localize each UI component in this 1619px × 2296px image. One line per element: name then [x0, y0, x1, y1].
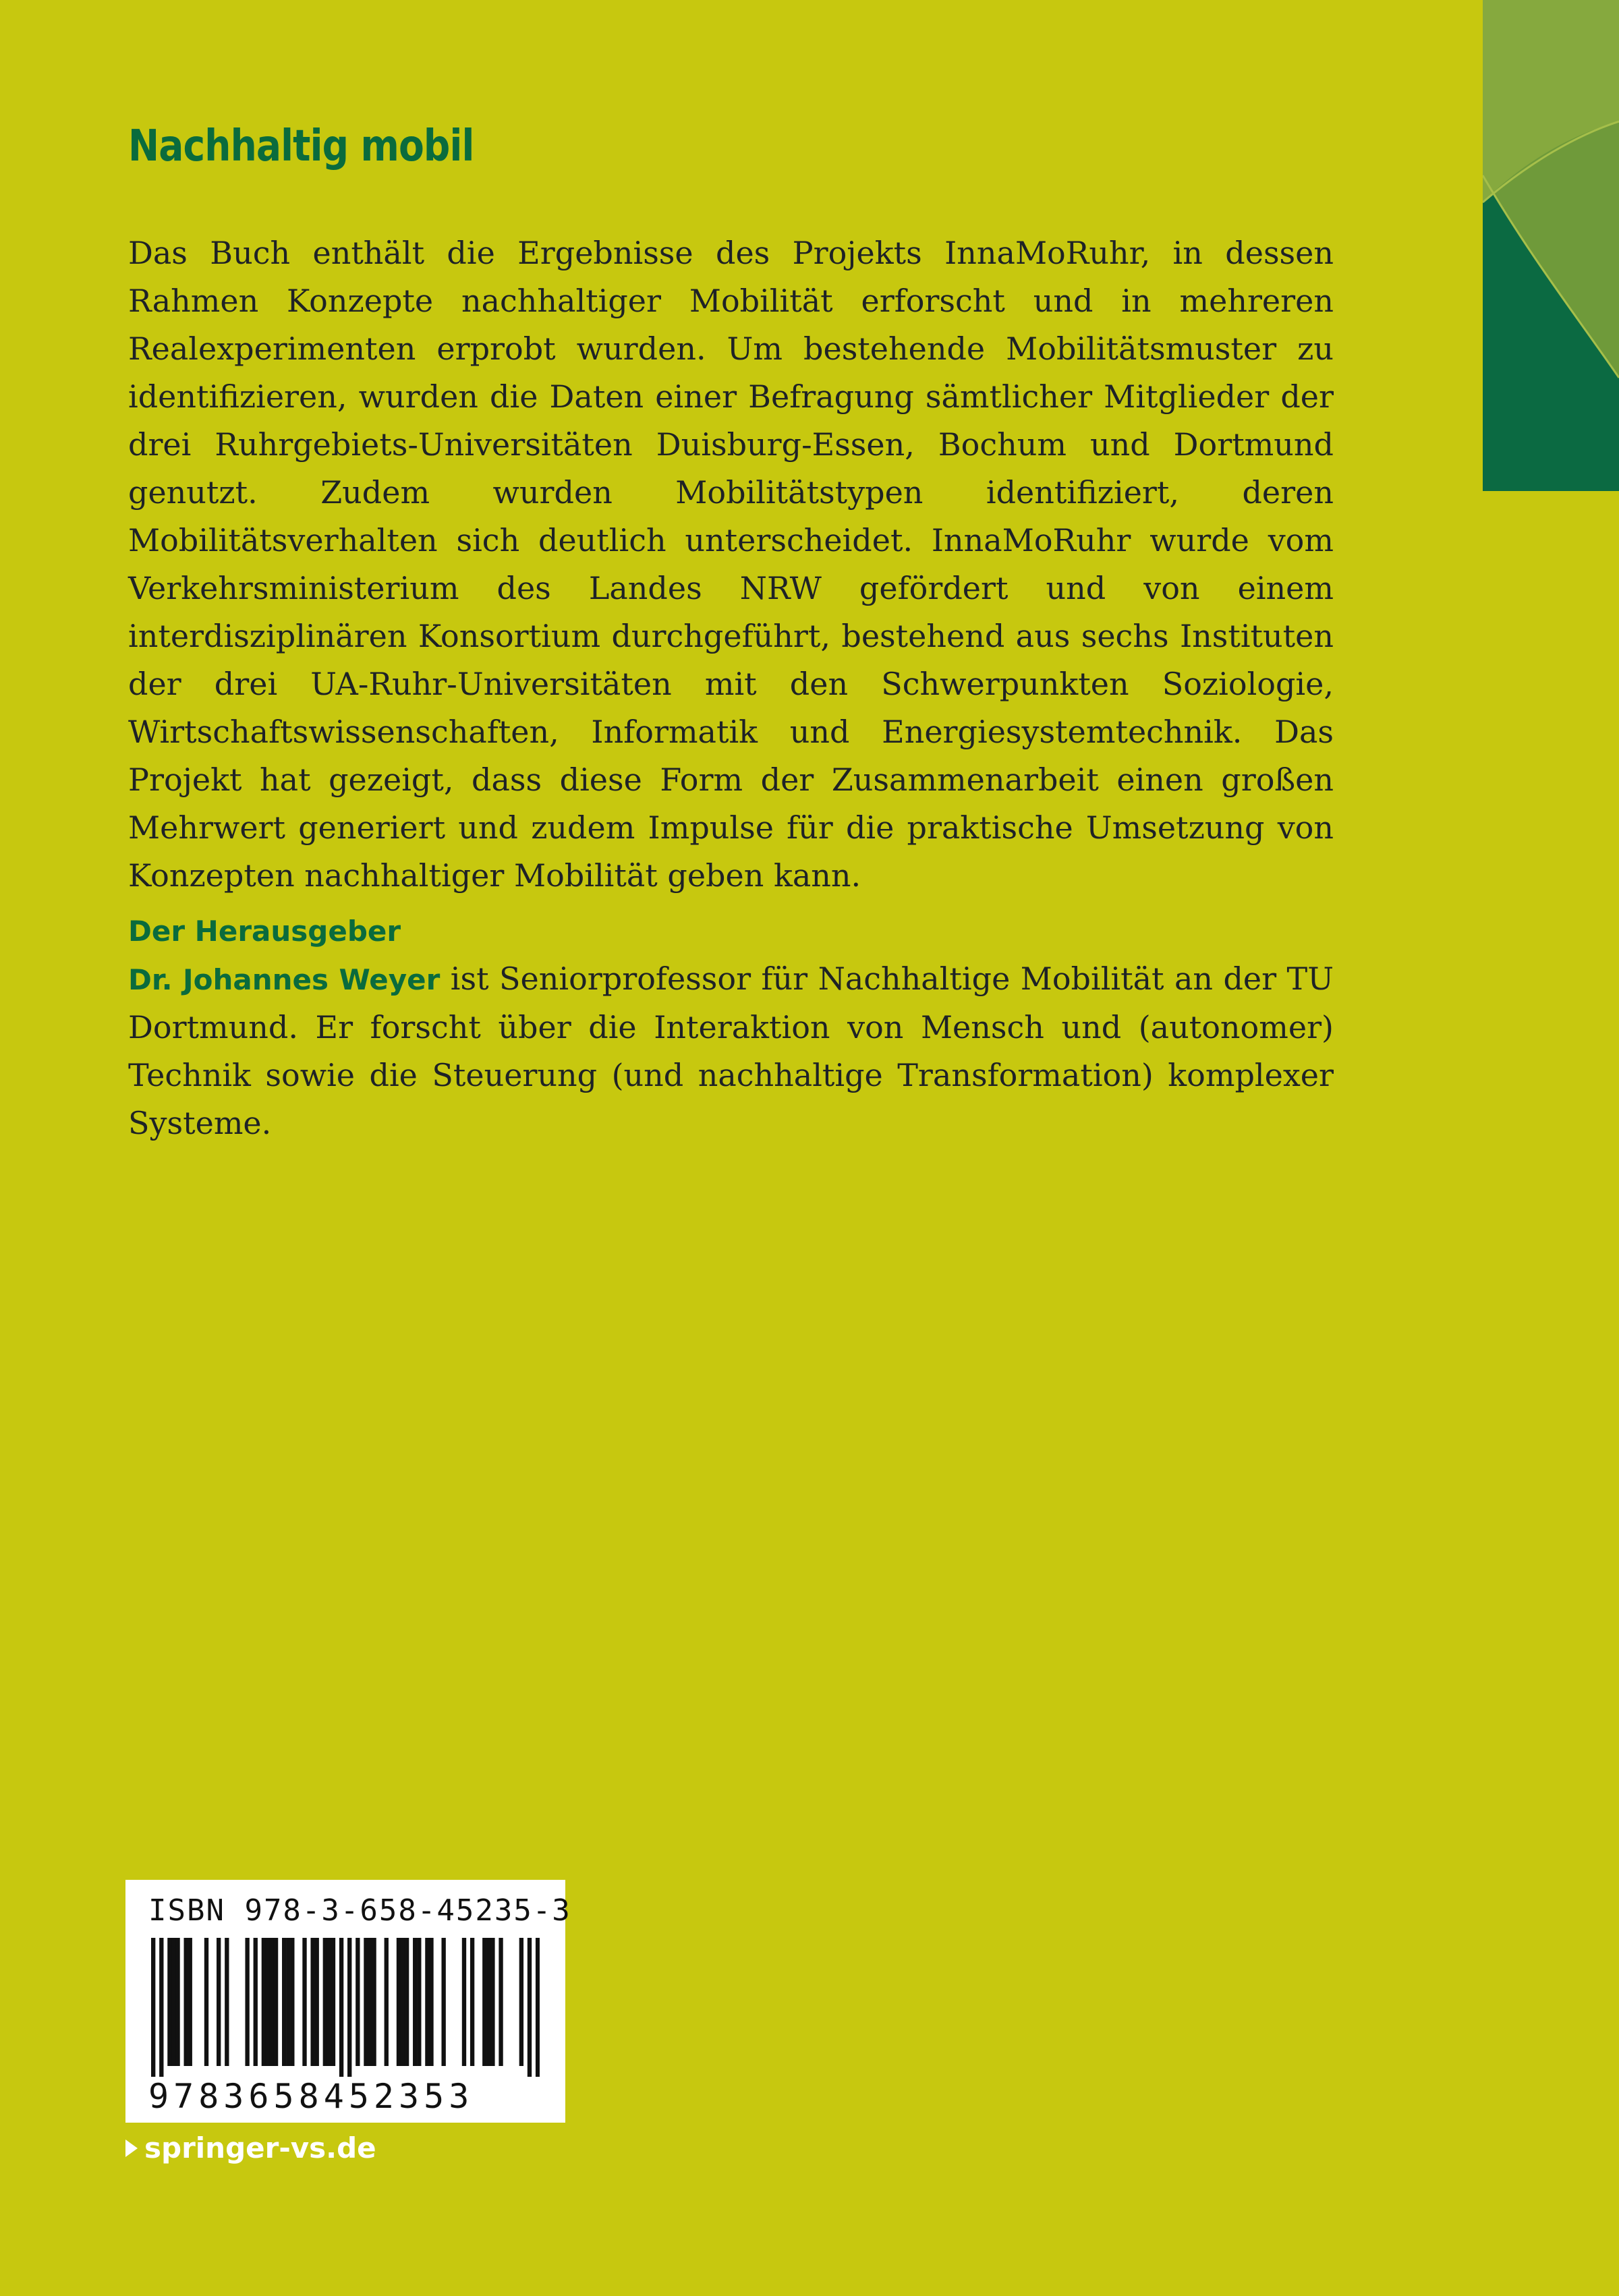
barcode-bar [417, 1938, 421, 2066]
barcode-bar [331, 1938, 335, 2066]
cover-corner-decoration [1483, 0, 1619, 491]
editor-heading: Der Herausgeber [128, 915, 401, 948]
barcode-bar [462, 1938, 466, 2066]
barcode-bar [490, 1938, 494, 2066]
barcode-bar [286, 1938, 290, 2066]
barcode-bar [413, 1938, 417, 2066]
barcode-bar [429, 1938, 433, 2066]
publisher-website-link[interactable] [125, 2131, 376, 2164]
barcode-bar [364, 1938, 368, 2066]
barcode-bar [401, 1938, 405, 2066]
barcode-bar [323, 1938, 327, 2066]
barcode-bar [356, 1938, 360, 2066]
barcode-bar [159, 1938, 163, 2077]
isbn-label: ISBN 978-3-658-45235-3 [148, 1893, 571, 1928]
barcode-bar [385, 1938, 389, 2066]
barcode-bar [315, 1938, 319, 2066]
book-description: Das Buch enthält die Ergebnisse des Projekts InnaMoRuhr, in dessen Rahmen Konzepte nachhaltiger Mobilität erforscht und in mehreren Realexperimenten erprobt wurden. Um bestehende Mobilitätsmuster zu identifizieren, wurden die Daten einer Befragung sämtlicher Mitglieder der drei Ruhrgebiets-Universitäten Duisburg-Essen, Bochum und Dortmund genutzt. Zudem wurden Mobilitätstypen identifiziert, deren Mobilitätsverhalten sich deutlich unterscheidet. InnaMoRuhr wurde vom Verkehrsministerium des Landes NRW gefördert und von einem interdisziplinären Konsortium durchgeführt, bestehend aus sechs Instituten der drei UA-Ruhr-Universitäten mit den Schwerpunkten Soziologie, Wirtschaftswissenschaften, Informatik und Energiesystemtechnik. Das Projekt hat gezeigt, dass diese Form der Zusammenarbeit einen großen Mehrwert generiert und zudem Impulse für die praktische Umsetzung von Konzepten nachhaltiger Mobilität geben kann. [128, 235, 1334, 894]
editor-name: Dr. Johannes Weyer [128, 963, 441, 996]
arrow-right-icon [125, 2140, 138, 2157]
barcode-bar [175, 1938, 179, 2066]
barcode-bar [290, 1938, 294, 2066]
barcode-bar [499, 1938, 503, 2066]
barcode-bar [368, 1938, 372, 2066]
barcode-bar [536, 1938, 540, 2077]
barcode-bar [171, 1938, 175, 2066]
barcode-bar [405, 1938, 409, 2066]
barcode-bar [188, 1938, 192, 2066]
barcode-bar [528, 1938, 532, 2077]
barcode-bar [274, 1938, 278, 2066]
barcode-bar [245, 1938, 249, 2066]
barcode-bar [372, 1938, 376, 2066]
barcode-bar [425, 1938, 429, 2066]
barcode-bar [217, 1938, 221, 2066]
barcode-bar [327, 1938, 331, 2066]
editor-bio-text: ist Seniorprofessor für Nachhaltige Mobilität an der TU Dortmund. Er forscht über die Interaktion von Mensch und (autonomer) Technik sowie die Steuerung (und nachhaltige Transformation) komplexer Systeme. [128, 960, 1334, 1141]
barcode-bar [302, 1938, 306, 2066]
barcode-bar [519, 1938, 523, 2066]
barcode-bar [262, 1938, 266, 2066]
barcode-icon [151, 1938, 540, 2077]
barcode-bar [204, 1938, 208, 2066]
barcode-bar [397, 1938, 401, 2066]
book-title: Nachhaltig mobil [128, 121, 474, 171]
barcode-bar [482, 1938, 486, 2066]
barcode-bar [282, 1938, 286, 2066]
barcode-bar [167, 1938, 171, 2066]
barcode-bar [339, 1938, 343, 2077]
barcode-block [125, 1880, 571, 2123]
barcode-bar [441, 1938, 445, 2066]
barcode-bar [310, 1938, 314, 2066]
barcode-bar [184, 1938, 188, 2066]
barcode-bar [254, 1938, 258, 2066]
barcode-bar [486, 1938, 490, 2066]
barcode-bar [347, 1938, 351, 2077]
barcode-bar [151, 1938, 155, 2077]
barcode-bar [270, 1938, 274, 2066]
publisher-url: springer-vs.de [144, 2131, 376, 2164]
barcode-bar [266, 1938, 270, 2066]
barcode-bar [225, 1938, 229, 2066]
barcode-digits: 9783658452353 [148, 2077, 474, 2116]
editor-biography [128, 955, 1334, 1147]
barcode-bar [470, 1938, 474, 2066]
